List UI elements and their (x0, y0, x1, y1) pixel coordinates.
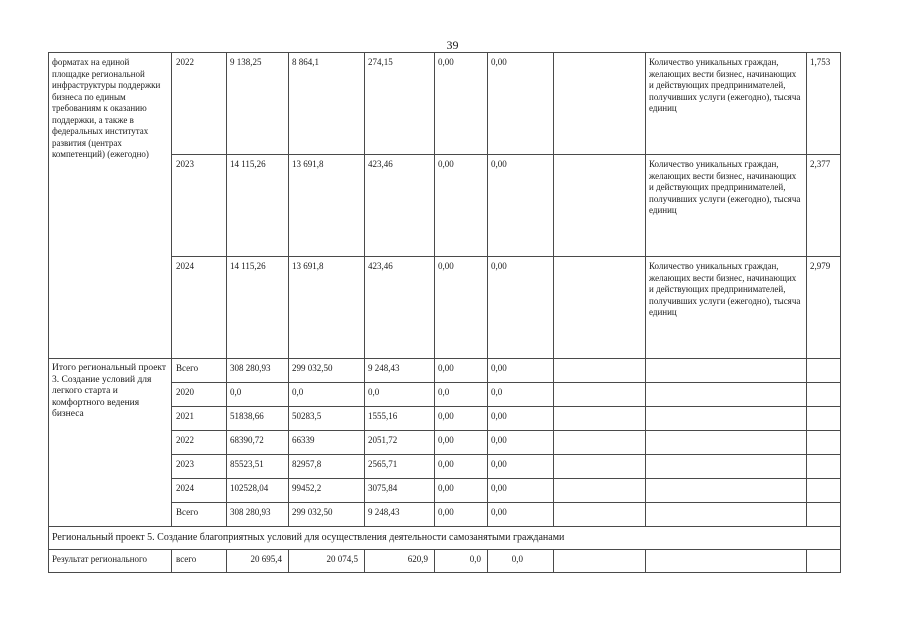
indicator-cell: Количество уникальных граждан, желающих вести бизнес, начинающих и действующих предпринимателей, получивших услуги (ежегодно), тысяча единиц (646, 155, 807, 257)
empty-cell (807, 407, 841, 431)
local-budget-cell: 0,00 (435, 407, 488, 431)
federal-budget-cell: 50283,5 (289, 407, 365, 431)
table-row (49, 550, 841, 573)
empty-cell (807, 431, 841, 455)
budget-table (48, 52, 841, 573)
federal-budget-cell: 13 691,8 (289, 155, 365, 257)
other-sources-cell: 0,0 (488, 383, 554, 407)
empty-cell (554, 455, 646, 479)
year-cell: 2022 (172, 53, 227, 155)
project-total-label: Итого региональный проект 3. Создание условий для легкого старта и комфортного ведения бизнеса (49, 359, 172, 527)
year-cell: Всего (172, 503, 227, 527)
regional-budget-cell: 9 248,43 (365, 503, 435, 527)
total-amount-cell: 102528,04 (227, 479, 289, 503)
local-budget-cell: 0,00 (435, 257, 488, 359)
total-amount-cell: 0,0 (227, 383, 289, 407)
federal-budget-cell: 82957,8 (289, 455, 365, 479)
year-cell: 2023 (172, 455, 227, 479)
result-description: Результат регионального (49, 550, 172, 573)
regional-budget-cell: 620,9 (365, 550, 435, 573)
local-budget-cell: 0,0 (435, 383, 488, 407)
federal-budget-cell: 299 032,50 (289, 503, 365, 527)
result-description: форматах на единой площадке региональной инфраструктуры поддержки бизнеса по единым требованиям к оказанию поддержки, а также в федеральных институтах развития (центрах компетенций) (ежегодно) (49, 53, 172, 359)
empty-cell (646, 407, 807, 431)
empty-cell (807, 479, 841, 503)
regional-budget-cell: 1555,16 (365, 407, 435, 431)
federal-budget-cell: 13 691,8 (289, 257, 365, 359)
total-amount-cell: 85523,51 (227, 455, 289, 479)
other-sources-cell: 0,00 (488, 53, 554, 155)
empty-cell (646, 479, 807, 503)
other-sources-cell: 0,00 (488, 503, 554, 527)
regional-budget-cell: 3075,84 (365, 479, 435, 503)
year-cell: 2020 (172, 383, 227, 407)
total-amount-cell: 308 280,93 (227, 503, 289, 527)
total-amount-cell: 14 115,26 (227, 257, 289, 359)
empty-cell (554, 479, 646, 503)
local-budget-cell: 0,00 (435, 359, 488, 383)
other-sources-cell: 0,00 (488, 479, 554, 503)
indicator-value-cell: 2,979 (807, 257, 841, 359)
other-sources-cell: 0,0 (488, 550, 554, 573)
year-cell: всего (172, 550, 227, 573)
empty-cell (554, 431, 646, 455)
other-sources-cell: 0,00 (488, 359, 554, 383)
other-sources-cell: 0,00 (488, 257, 554, 359)
local-budget-cell: 0,00 (435, 479, 488, 503)
regional-budget-cell: 423,46 (365, 257, 435, 359)
other-sources-cell: 0,00 (488, 155, 554, 257)
empty-cell (807, 383, 841, 407)
federal-budget-cell: 0,0 (289, 383, 365, 407)
empty-cell (807, 503, 841, 527)
total-amount-cell: 14 115,26 (227, 155, 289, 257)
local-budget-cell: 0,00 (435, 455, 488, 479)
empty-cell (646, 359, 807, 383)
year-cell: 2024 (172, 257, 227, 359)
local-budget-cell: 0,0 (435, 550, 488, 573)
empty-cell (646, 550, 807, 573)
empty-cell (554, 53, 646, 155)
local-budget-cell: 0,00 (435, 53, 488, 155)
regional-budget-cell: 274,15 (365, 53, 435, 155)
total-amount-cell: 68390,72 (227, 431, 289, 455)
empty-cell (554, 503, 646, 527)
empty-cell (554, 407, 646, 431)
empty-cell (807, 550, 841, 573)
year-cell: 2021 (172, 407, 227, 431)
empty-cell (554, 155, 646, 257)
indicator-cell: Количество уникальных граждан, желающих вести бизнес, начинающих и действующих предпринимателей, получивших услуги (ежегодно), тысяча единиц (646, 257, 807, 359)
regional-budget-cell: 0,0 (365, 383, 435, 407)
federal-budget-cell: 99452,2 (289, 479, 365, 503)
table-row (49, 527, 841, 550)
empty-cell (646, 431, 807, 455)
federal-budget-cell: 8 864,1 (289, 53, 365, 155)
empty-cell (646, 383, 807, 407)
other-sources-cell: 0,00 (488, 431, 554, 455)
empty-cell (554, 550, 646, 573)
section-header: Региональный проект 5. Создание благоприятных условий для осуществления деятельности самозанятыми гражданами (49, 527, 841, 550)
year-cell: 2022 (172, 431, 227, 455)
empty-cell (554, 359, 646, 383)
empty-cell (554, 257, 646, 359)
total-amount-cell: 20 695,4 (227, 550, 289, 573)
empty-cell (646, 455, 807, 479)
federal-budget-cell: 66339 (289, 431, 365, 455)
indicator-value-cell: 2,377 (807, 155, 841, 257)
local-budget-cell: 0,00 (435, 503, 488, 527)
empty-cell (807, 455, 841, 479)
federal-budget-cell: 20 074,5 (289, 550, 365, 573)
other-sources-cell: 0,00 (488, 407, 554, 431)
table-row (49, 53, 841, 155)
indicator-value-cell: 1,753 (807, 53, 841, 155)
empty-cell (554, 383, 646, 407)
year-cell: 2024 (172, 479, 227, 503)
total-amount-cell: 9 138,25 (227, 53, 289, 155)
page-number: 39 (446, 38, 459, 52)
regional-budget-cell: 2565,71 (365, 455, 435, 479)
regional-budget-cell: 9 248,43 (365, 359, 435, 383)
federal-budget-cell: 299 032,50 (289, 359, 365, 383)
regional-budget-cell: 423,46 (365, 155, 435, 257)
other-sources-cell: 0,00 (488, 455, 554, 479)
empty-cell (646, 503, 807, 527)
indicator-cell: Количество уникальных граждан, желающих вести бизнес, начинающих и действующих предпринимателей, получивших услуги (ежегодно), тысяча единиц (646, 53, 807, 155)
year-cell: Всего (172, 359, 227, 383)
table-row (49, 359, 841, 383)
local-budget-cell: 0,00 (435, 431, 488, 455)
local-budget-cell: 0,00 (435, 155, 488, 257)
empty-cell (807, 359, 841, 383)
total-amount-cell: 308 280,93 (227, 359, 289, 383)
regional-budget-cell: 2051,72 (365, 431, 435, 455)
total-amount-cell: 51838,66 (227, 407, 289, 431)
year-cell: 2023 (172, 155, 227, 257)
